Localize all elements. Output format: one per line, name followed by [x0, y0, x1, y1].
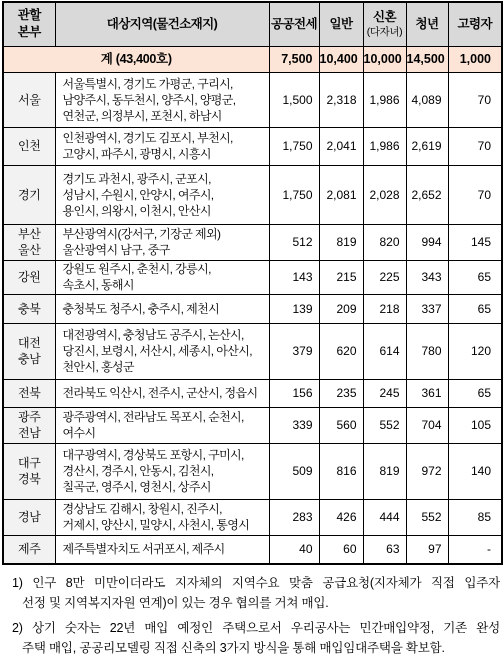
office-name: 서울 — [17, 92, 41, 107]
value-youth: 2,619 — [406, 127, 448, 165]
region-line: 부산광역시(강서구, 기장군 제외) — [62, 227, 221, 241]
value-public-jeonse: 1,750 — [269, 165, 319, 224]
region-line: 고양시, 파주시, 광명시, 시흥시 — [62, 147, 211, 161]
value-elderly: 65 — [448, 294, 502, 323]
value-general: 2,318 — [319, 72, 363, 127]
region-cell — [55, 224, 269, 260]
region-cell — [55, 443, 269, 499]
header-region: 대상지역(물건소재지) — [55, 2, 269, 46]
office-name: 광주 — [17, 410, 41, 424]
table-row — [3, 72, 502, 127]
value-elderly: 65 — [448, 379, 502, 407]
region-cell — [55, 165, 269, 224]
total-general: 10,400 — [319, 46, 363, 72]
value-newlywed: 2,028 — [363, 165, 406, 224]
region-line: 울산광역시 남구, 중구 — [62, 243, 170, 257]
region-line: 연천군, 의정부시, 포천시, 하남시 — [62, 108, 222, 123]
office-cell — [3, 165, 55, 224]
region-cell — [55, 260, 269, 294]
footnote — [12, 618, 500, 658]
value-general: 2,041 — [319, 127, 363, 165]
footnote-line: 선정 및 지역복지자원 연계)이 있는 경우 협의를 거쳐 매입. — [22, 596, 329, 610]
value-youth: 97 — [406, 535, 448, 564]
region-cell — [55, 535, 269, 564]
value-public-jeonse: 1,500 — [269, 72, 319, 127]
office-cell — [3, 294, 55, 323]
office-name: 인천 — [17, 139, 41, 153]
table-row — [3, 535, 502, 564]
header-public-jeonse: 공공전세 — [269, 2, 319, 46]
region-line: 제주특별자치도 서귀포시, 제주시 — [62, 542, 225, 557]
office-name: 경기 — [17, 187, 41, 202]
value-elderly: 65 — [448, 260, 502, 294]
value-elderly: - — [448, 535, 502, 564]
value-public-jeonse: 139 — [269, 294, 319, 323]
value-youth: 4,089 — [406, 72, 448, 127]
table-row — [3, 379, 502, 407]
region-line: 당진시, 보령시, 서산시, 세종시, 아산시, — [62, 344, 252, 358]
supply-table — [2, 1, 503, 565]
value-youth: 972 — [406, 443, 448, 499]
value-youth: 337 — [406, 294, 448, 323]
value-public-jeonse: 379 — [269, 323, 319, 379]
region-line: 거제시, 양산시, 밀양시, 사천시, 통영시 — [62, 518, 250, 532]
value-public-jeonse: 156 — [269, 379, 319, 407]
header-newlywed — [363, 2, 406, 46]
table-row — [3, 499, 502, 535]
header-row — [3, 2, 502, 46]
office-cell — [3, 224, 55, 260]
table-row — [3, 294, 502, 323]
header-newlywed-sublabel: (다자녀) — [366, 26, 403, 39]
value-elderly: 70 — [448, 72, 502, 127]
region-line: 속초시, 동해시 — [62, 278, 134, 292]
office-cell — [3, 260, 55, 294]
table-body — [3, 46, 502, 564]
footnotes — [12, 573, 500, 658]
region-line: 대전광역시, 충청남도 공주시, 논산시, — [62, 328, 244, 342]
value-youth: 704 — [406, 407, 448, 443]
value-public-jeonse: 339 — [269, 407, 319, 443]
region-line: 경산시, 경주시, 안동시, 김천시, — [62, 464, 214, 478]
footnote-line: 주택 매입, 공공리모델링 직접 신축의 3가지 방식을 통해 매입임대주택을 확보함. — [22, 641, 445, 655]
office-name: 부산 — [17, 227, 41, 241]
value-elderly: 105 — [448, 407, 502, 443]
header-general: 일반 — [319, 2, 363, 46]
total-label-cell — [3, 46, 269, 72]
region-line: 용인시, 의왕시, 이천시, 안산시 — [62, 203, 211, 218]
value-newlywed: 245 — [363, 379, 406, 407]
office-name: 대전 — [17, 336, 41, 350]
value-elderly: 140 — [448, 443, 502, 499]
office-cell — [3, 127, 55, 165]
office-name: 대구 — [17, 456, 41, 470]
office-name: 전북 — [17, 386, 41, 400]
value-public-jeonse: 512 — [269, 224, 319, 260]
region-cell — [55, 379, 269, 407]
header-newlywed-label: 신혼 — [373, 10, 396, 25]
value-newlywed: 225 — [363, 260, 406, 294]
office-cell — [3, 535, 55, 564]
region-line: 대구광역시, 경상북도 포항시, 구미시, — [62, 448, 244, 462]
total-label: 계 — [100, 52, 113, 66]
value-elderly: 70 — [448, 165, 502, 224]
office-cell — [3, 379, 55, 407]
total-youth: 14,500 — [406, 46, 448, 72]
table-row — [3, 224, 502, 260]
region-line: 남양주시, 동두천시, 양주시, 양평군, — [62, 92, 236, 107]
region-line: 경기도 과천시, 광주시, 군포시, — [62, 171, 211, 186]
value-youth: 361 — [406, 379, 448, 407]
value-elderly: 120 — [448, 323, 502, 379]
office-name: 전남 — [17, 426, 41, 440]
table-row — [3, 165, 502, 224]
office-name: 경북 — [17, 472, 41, 486]
office-cell — [3, 72, 55, 127]
region-cell — [55, 127, 269, 165]
region-line: 경상남도 김해시, 창원시, 진주시, — [62, 502, 222, 516]
value-newlywed: 63 — [363, 535, 406, 564]
header-youth: 청년 — [406, 2, 448, 46]
total-public-jeonse: 7,500 — [269, 46, 319, 72]
header-office — [3, 2, 55, 46]
region-cell — [55, 294, 269, 323]
value-general: 2,081 — [319, 165, 363, 224]
value-elderly: 145 — [448, 224, 502, 260]
value-public-jeonse: 40 — [269, 535, 319, 564]
value-general: 426 — [319, 499, 363, 535]
table-row — [3, 323, 502, 379]
region-line: 광주광역시, 전라남도 목포시, 순천시, — [62, 410, 244, 424]
office-name: 경남 — [17, 510, 41, 524]
value-newlywed: 819 — [363, 443, 406, 499]
region-line: 강원도 원주시, 춘천시, 강릉시, — [62, 262, 211, 276]
value-general: 620 — [319, 323, 363, 379]
value-public-jeonse: 1,750 — [269, 127, 319, 165]
value-youth: 994 — [406, 224, 448, 260]
region-line: 충청북도 청주시, 충주시, 제천시 — [62, 301, 220, 316]
value-general: 215 — [319, 260, 363, 294]
region-line: 성남시, 수원시, 안양시, 여주시, — [62, 187, 214, 202]
region-cell — [55, 72, 269, 127]
office-name: 제주 — [17, 542, 41, 557]
office-cell — [3, 499, 55, 535]
office-cell — [3, 443, 55, 499]
value-elderly: 70 — [448, 127, 502, 165]
header-elderly: 고령자 — [448, 2, 502, 46]
office-name: 충북 — [17, 301, 41, 316]
value-general: 60 — [319, 535, 363, 564]
region-line: 서울특별시, 경기도 가평군, 구리시, — [62, 76, 233, 91]
value-public-jeonse: 509 — [269, 443, 319, 499]
total-count: (43,400호) — [115, 52, 172, 66]
value-general: 816 — [319, 443, 363, 499]
footnote-line: 1) 인구 8만 미만이더라도 지자체의 지역수요 맞춤 공급요청(지자체가 직접 입주자 — [12, 576, 500, 590]
value-general: 560 — [319, 407, 363, 443]
region-cell — [55, 323, 269, 379]
region-cell — [55, 499, 269, 535]
value-youth: 343 — [406, 260, 448, 294]
total-row — [3, 46, 502, 72]
table-row — [3, 260, 502, 294]
footnote-line: 2) 상기 숫자는 22년 매입 예정인 주택으로서 우리공사는 민간매입약정, 기존 완성 — [12, 621, 500, 635]
region-cell — [55, 407, 269, 443]
value-youth: 552 — [406, 499, 448, 535]
value-newlywed: 1,986 — [363, 127, 406, 165]
region-line: 인천광역시, 경기도 김포시, 부천시, — [62, 131, 233, 145]
value-newlywed: 614 — [363, 323, 406, 379]
value-newlywed: 218 — [363, 294, 406, 323]
value-newlywed: 444 — [363, 499, 406, 535]
table-row — [3, 127, 502, 165]
region-line: 천안시, 홍성군 — [62, 360, 134, 374]
office-name: 강원 — [17, 270, 41, 284]
header-office-line: 본부 — [17, 25, 41, 40]
value-youth: 2,652 — [406, 165, 448, 224]
value-general: 209 — [319, 294, 363, 323]
footnote — [12, 573, 500, 613]
table-row — [3, 407, 502, 443]
table-row — [3, 443, 502, 499]
office-name: 충남 — [17, 352, 41, 366]
value-elderly: 85 — [448, 499, 502, 535]
value-general: 819 — [319, 224, 363, 260]
total-newlywed: 10,000 — [363, 46, 406, 72]
value-general: 235 — [319, 379, 363, 407]
region-line: 전라북도 익산시, 전주시, 군산시, 정읍시 — [62, 386, 258, 400]
header-office-line: 관할 — [17, 8, 41, 23]
value-newlywed: 552 — [363, 407, 406, 443]
total-elderly: 1,000 — [448, 46, 502, 72]
office-cell — [3, 323, 55, 379]
office-name: 울산 — [17, 243, 41, 257]
value-public-jeonse: 143 — [269, 260, 319, 294]
value-public-jeonse: 283 — [269, 499, 319, 535]
value-newlywed: 1,986 — [363, 72, 406, 127]
office-cell — [3, 407, 55, 443]
region-line: 여수시 — [62, 426, 96, 440]
region-line: 칠곡군, 영주시, 영천시, 상주시 — [62, 480, 211, 494]
value-newlywed: 820 — [363, 224, 406, 260]
value-youth: 780 — [406, 323, 448, 379]
